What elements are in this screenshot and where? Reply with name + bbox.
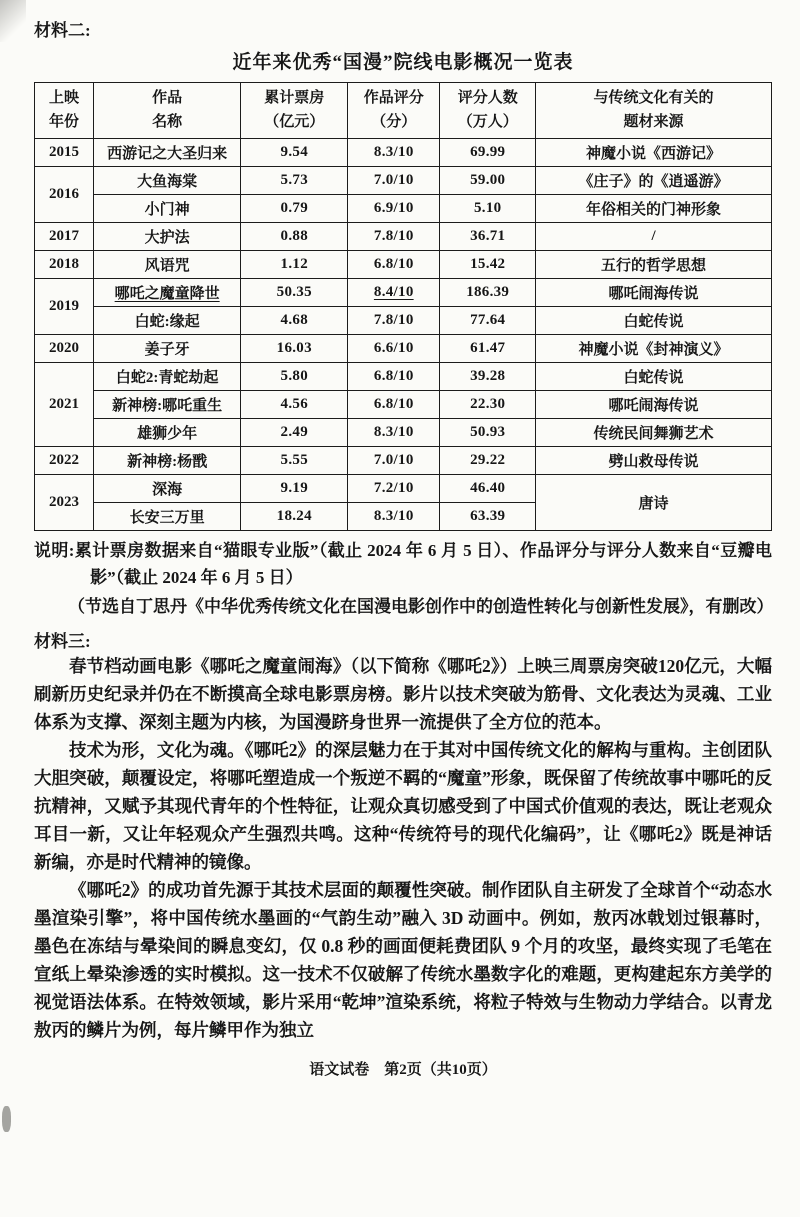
- rating-cell: 8.3/10: [348, 503, 440, 531]
- raters-cell: 77.64: [440, 307, 536, 335]
- table-header-row: [35, 83, 772, 139]
- rating-cell: 6.9/10: [348, 195, 440, 223]
- table-notes: [34, 538, 772, 621]
- rating-cell: 7.8/10: [348, 307, 440, 335]
- boxoffice-cell: 50.35: [241, 279, 348, 307]
- rating-cell: 6.6/10: [348, 335, 440, 363]
- year-cell: 2021: [35, 363, 94, 447]
- source-cell: 神魔小说《封神演义》: [536, 335, 772, 363]
- boxoffice-cell: 5.80: [241, 363, 348, 391]
- rating-cell: 7.0/10: [348, 447, 440, 475]
- material-3-paragraph: 《哪吒2》的成功首先源于其技术层面的颠覆性突破。制作团队自主研发了全球首个“动态水墨渲染引擎”，将中国传统水墨画的“气韵生动”融入 3D 动画中。例如，敖丙冰戟划过银幕时，墨色在冻结与晕染间的瞬息变幻，仅 0.8 秒的画面便耗费团队 9 个月的攻坚，最终实现了毛笔在宣纸上晕染渗透的实时模拟。这一技术不仅破解了传统水墨数字化的难题，更构建起东方美学的视觉语法体系。在特效领域，影片采用“乾坤”渲染系统，将粒子特效与生物动力学结合。以青龙敖丙的鳞片为例，每片鳞甲作为独立: [34, 879, 772, 1040]
- table-header-row: [35, 83, 772, 139]
- column-header: 作品评分 （分）: [348, 83, 440, 139]
- year-cell: 2016: [35, 167, 94, 223]
- year-cell: 2015: [35, 139, 94, 167]
- title-cell: 大鱼海棠: [93, 167, 240, 195]
- material-3-paragraph: 春节档动画电影《哪吒之魔童闹海》（以下简称《哪吒2》）上映三周票房突破120亿元，大幅刷新历史纪录并仍在不断摸高全球电影票房榜。影片以技术突破为筋骨、文化表达为灵魂、工业体系为支撑、深刻主题为内核，为国漫跻身世界一流提供了全方位的范本。: [34, 655, 772, 732]
- year-cell: 2018: [35, 251, 94, 279]
- raters-cell: 186.39: [440, 279, 536, 307]
- source-cell: 唐诗: [536, 475, 772, 531]
- table-row: [35, 363, 772, 391]
- source-cell: 传统民间舞狮艺术: [536, 419, 772, 447]
- boxoffice-cell: 0.88: [241, 223, 348, 251]
- rating-cell: 8.3/10: [348, 419, 440, 447]
- rating-cell: 7.8/10: [348, 223, 440, 251]
- title-cell: 白蛇:缘起: [93, 307, 240, 335]
- title-cell: 哪吒之魔童降世: [93, 279, 240, 307]
- source-cell: 年俗相关的门神形象: [536, 195, 772, 223]
- table-row: [35, 391, 772, 419]
- table-body: [35, 139, 772, 531]
- rating-cell: 8.3/10: [348, 139, 440, 167]
- source-cell: 劈山救母传说: [536, 447, 772, 475]
- raters-cell: 15.42: [440, 251, 536, 279]
- source-cell: 白蛇传说: [536, 363, 772, 391]
- boxoffice-cell: 9.19: [241, 475, 348, 503]
- boxoffice-cell: 18.24: [241, 503, 348, 531]
- movies-table: [34, 82, 772, 531]
- page-footer: 语文试卷 第2页（共10页）: [309, 1061, 497, 1078]
- table-row: [35, 139, 772, 167]
- boxoffice-cell: 9.54: [241, 139, 348, 167]
- raters-cell: 29.22: [440, 447, 536, 475]
- column-header: 作品 名称: [93, 83, 240, 139]
- raters-cell: 46.40: [440, 475, 536, 503]
- source-cell: 五行的哲学思想: [536, 251, 772, 279]
- rating-cell: 7.2/10: [348, 475, 440, 503]
- raters-cell: 59.00: [440, 167, 536, 195]
- raters-cell: 22.30: [440, 391, 536, 419]
- boxoffice-cell: 5.73: [241, 167, 348, 195]
- rating-cell: 6.8/10: [348, 391, 440, 419]
- title-cell: 小门神: [93, 195, 240, 223]
- boxoffice-cell: 4.68: [241, 307, 348, 335]
- title-cell: 长安三万里: [93, 503, 240, 531]
- table-row: [35, 447, 772, 475]
- rating-cell: 8.4/10: [348, 279, 440, 307]
- table-row: [35, 195, 772, 223]
- title-cell: 姜子牙: [93, 335, 240, 363]
- rating-cell: 7.0/10: [348, 167, 440, 195]
- raters-cell: 69.99: [440, 139, 536, 167]
- source-cell: 神魔小说《西游记》: [536, 139, 772, 167]
- material-3-body: [34, 652, 772, 1044]
- boxoffice-cell: 1.12: [241, 251, 348, 279]
- scan-smudge-artifact: [2, 1106, 11, 1132]
- raters-cell: 5.10: [440, 195, 536, 223]
- boxoffice-cell: 2.49: [241, 419, 348, 447]
- source-cell: /: [536, 223, 772, 251]
- title-cell: 风语咒: [93, 251, 240, 279]
- boxoffice-cell: 4.56: [241, 391, 348, 419]
- boxoffice-cell: 16.03: [241, 335, 348, 363]
- table-title: 近年来优秀“国漫”院线电影概况一览表: [232, 52, 574, 73]
- year-cell: 2019: [35, 279, 94, 335]
- material-2-label: 材料二:: [34, 21, 91, 40]
- column-header: 与传统文化有关的 题材来源: [536, 83, 772, 139]
- table-row: [35, 167, 772, 195]
- year-cell: 2022: [35, 447, 94, 475]
- raters-cell: 63.39: [440, 503, 536, 531]
- table-row: [35, 335, 772, 363]
- source-cell: 哪吒闹海传说: [536, 279, 772, 307]
- table-row: [35, 251, 772, 279]
- excerpt-attribution-note: （节选自丁思丹《中华优秀传统文化在国漫电影创作中的创造性转化与创新性发展》，有删改）: [68, 596, 774, 616]
- table-row: [35, 307, 772, 335]
- boxoffice-cell: 5.55: [241, 447, 348, 475]
- table-row: [35, 475, 772, 503]
- table-row: [35, 279, 772, 307]
- rating-cell: 6.8/10: [348, 363, 440, 391]
- material-3-paragraph: 技术为形，文化为魂。《哪吒2》的深层魅力在于其对中国传统文化的解构与重构。主创团队大胆突破，颠覆设定，将哪吒塑造成一个叛逆不羁的“魔童”形象，既保留了传统故事中哪吒的反抗精神，又赋予其现代青年的个性特征，让观众真切感受到了中国式价值观的表达，既让老观众耳目一新，又让年轻观众产生强烈共鸣。这种“传统符号的现代化编码”，让《哪吒2》既是神话新编，亦是时代精神的镜像。: [34, 739, 772, 872]
- title-cell: 西游记之大圣归来: [93, 139, 240, 167]
- table-row: [35, 419, 772, 447]
- year-cell: 2020: [35, 335, 94, 363]
- title-cell: 白蛇2:青蛇劫起: [93, 363, 240, 391]
- title-cell: 大护法: [93, 223, 240, 251]
- column-header: 评分人数 （万人）: [440, 83, 536, 139]
- raters-cell: 39.28: [440, 363, 536, 391]
- source-cell: 白蛇传说: [536, 307, 772, 335]
- column-header: 累计票房 （亿元）: [241, 83, 348, 139]
- boxoffice-cell: 0.79: [241, 195, 348, 223]
- title-cell: 新神榜:哪吒重生: [93, 391, 240, 419]
- year-cell: 2023: [35, 475, 94, 531]
- table-row: [35, 223, 772, 251]
- year-cell: 2017: [35, 223, 94, 251]
- title-cell: 雄狮少年: [93, 419, 240, 447]
- rating-cell: 6.8/10: [348, 251, 440, 279]
- column-header: 上映 年份: [35, 83, 94, 139]
- data-source-note: 说明:累计票房数据来自“猫眼专业版”（截止 2024 年 6 月 5 日）、作品评分与评分人数来自“豆瓣电影”（截止 2024 年 6 月 5 日）: [34, 541, 772, 587]
- raters-cell: 50.93: [440, 419, 536, 447]
- scan-corner-artifact: [0, 0, 26, 42]
- title-cell: 新神榜:杨戬: [93, 447, 240, 475]
- raters-cell: 61.47: [440, 335, 536, 363]
- source-cell: 《庄子》的《逍遥游》: [536, 167, 772, 195]
- source-cell: 哪吒闹海传说: [536, 391, 772, 419]
- material-3-label: 材料三:: [34, 631, 91, 651]
- raters-cell: 36.71: [440, 223, 536, 251]
- title-cell: 深海: [93, 475, 240, 503]
